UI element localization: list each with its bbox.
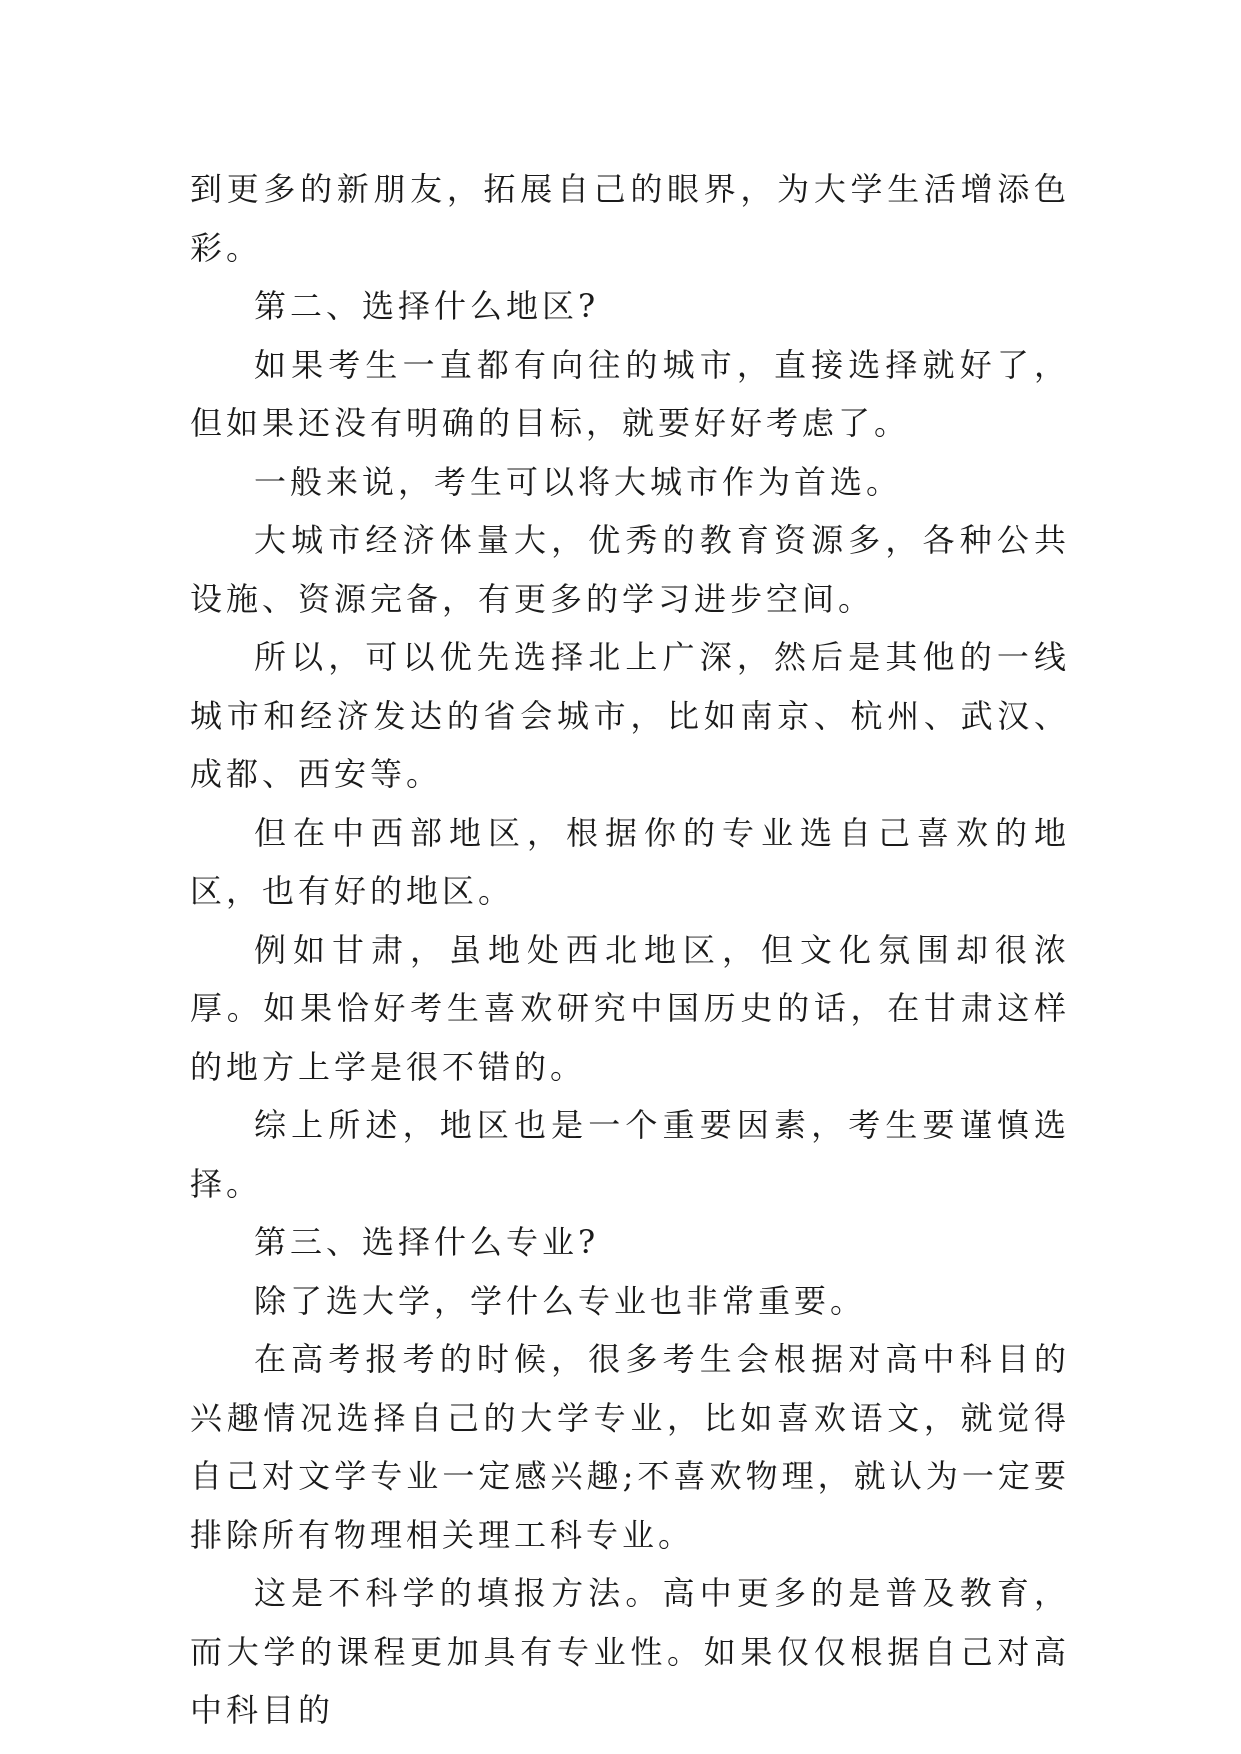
section-heading: 第二、选择什么地区?: [254, 287, 600, 325]
paragraph: 这是不科学的填报方法。高中更多的是普及教育，而大学的课程更加具有专业性。如果仅仅根据自己对高中科目的: [190, 1574, 1070, 1729]
paragraph: 综上所述，地区也是一个重要因素，考生要谨慎选择。: [190, 1106, 1070, 1203]
paragraph: 除了选大学，学什么专业也非常重要。: [254, 1281, 867, 1320]
paragraph: 所以，可以优先选择北上广深，然后是其他的一线城市和经济发达的省会城市，比如南京、杭州、武汉、成都、西安等。: [190, 638, 1070, 793]
section-heading: 第三、选择什么专业?: [254, 1223, 600, 1261]
document-body: [190, 160, 1070, 1740]
paragraph: 一般来说，考生可以将大城市作为首选。: [254, 462, 903, 501]
paragraph: 如果考生一直都有向往的城市，直接选择就好了，但如果还没有明确的目标，就要好好考虑了。: [190, 345, 1070, 442]
paragraph: 到更多的新朋友，拓展自己的眼界，为大学生活增添色彩。: [190, 170, 1070, 267]
paragraph: 但在中西部地区，根据你的专业选自己喜欢的地区，也有好的地区。: [190, 813, 1070, 910]
paragraph: 大城市经济体量大，优秀的教育资源多，各种公共设施、资源完备，有更多的学习进步空间。: [190, 521, 1070, 618]
paragraph: 在高考报考的时候，很多考生会根据对高中科目的兴趣情况选择自己的大学专业，比如喜欢语文，就觉得自己对文学专业一定感兴趣;不喜欢物理，就认为一定要排除所有物理相关理工科专业。: [190, 1340, 1070, 1554]
paragraph: 例如甘肃，虽地处西北地区，但文化氛围却很浓厚。如果恰好考生喜欢研究中国历史的话，在甘肃这样的地方上学是很不错的。: [190, 930, 1070, 1086]
